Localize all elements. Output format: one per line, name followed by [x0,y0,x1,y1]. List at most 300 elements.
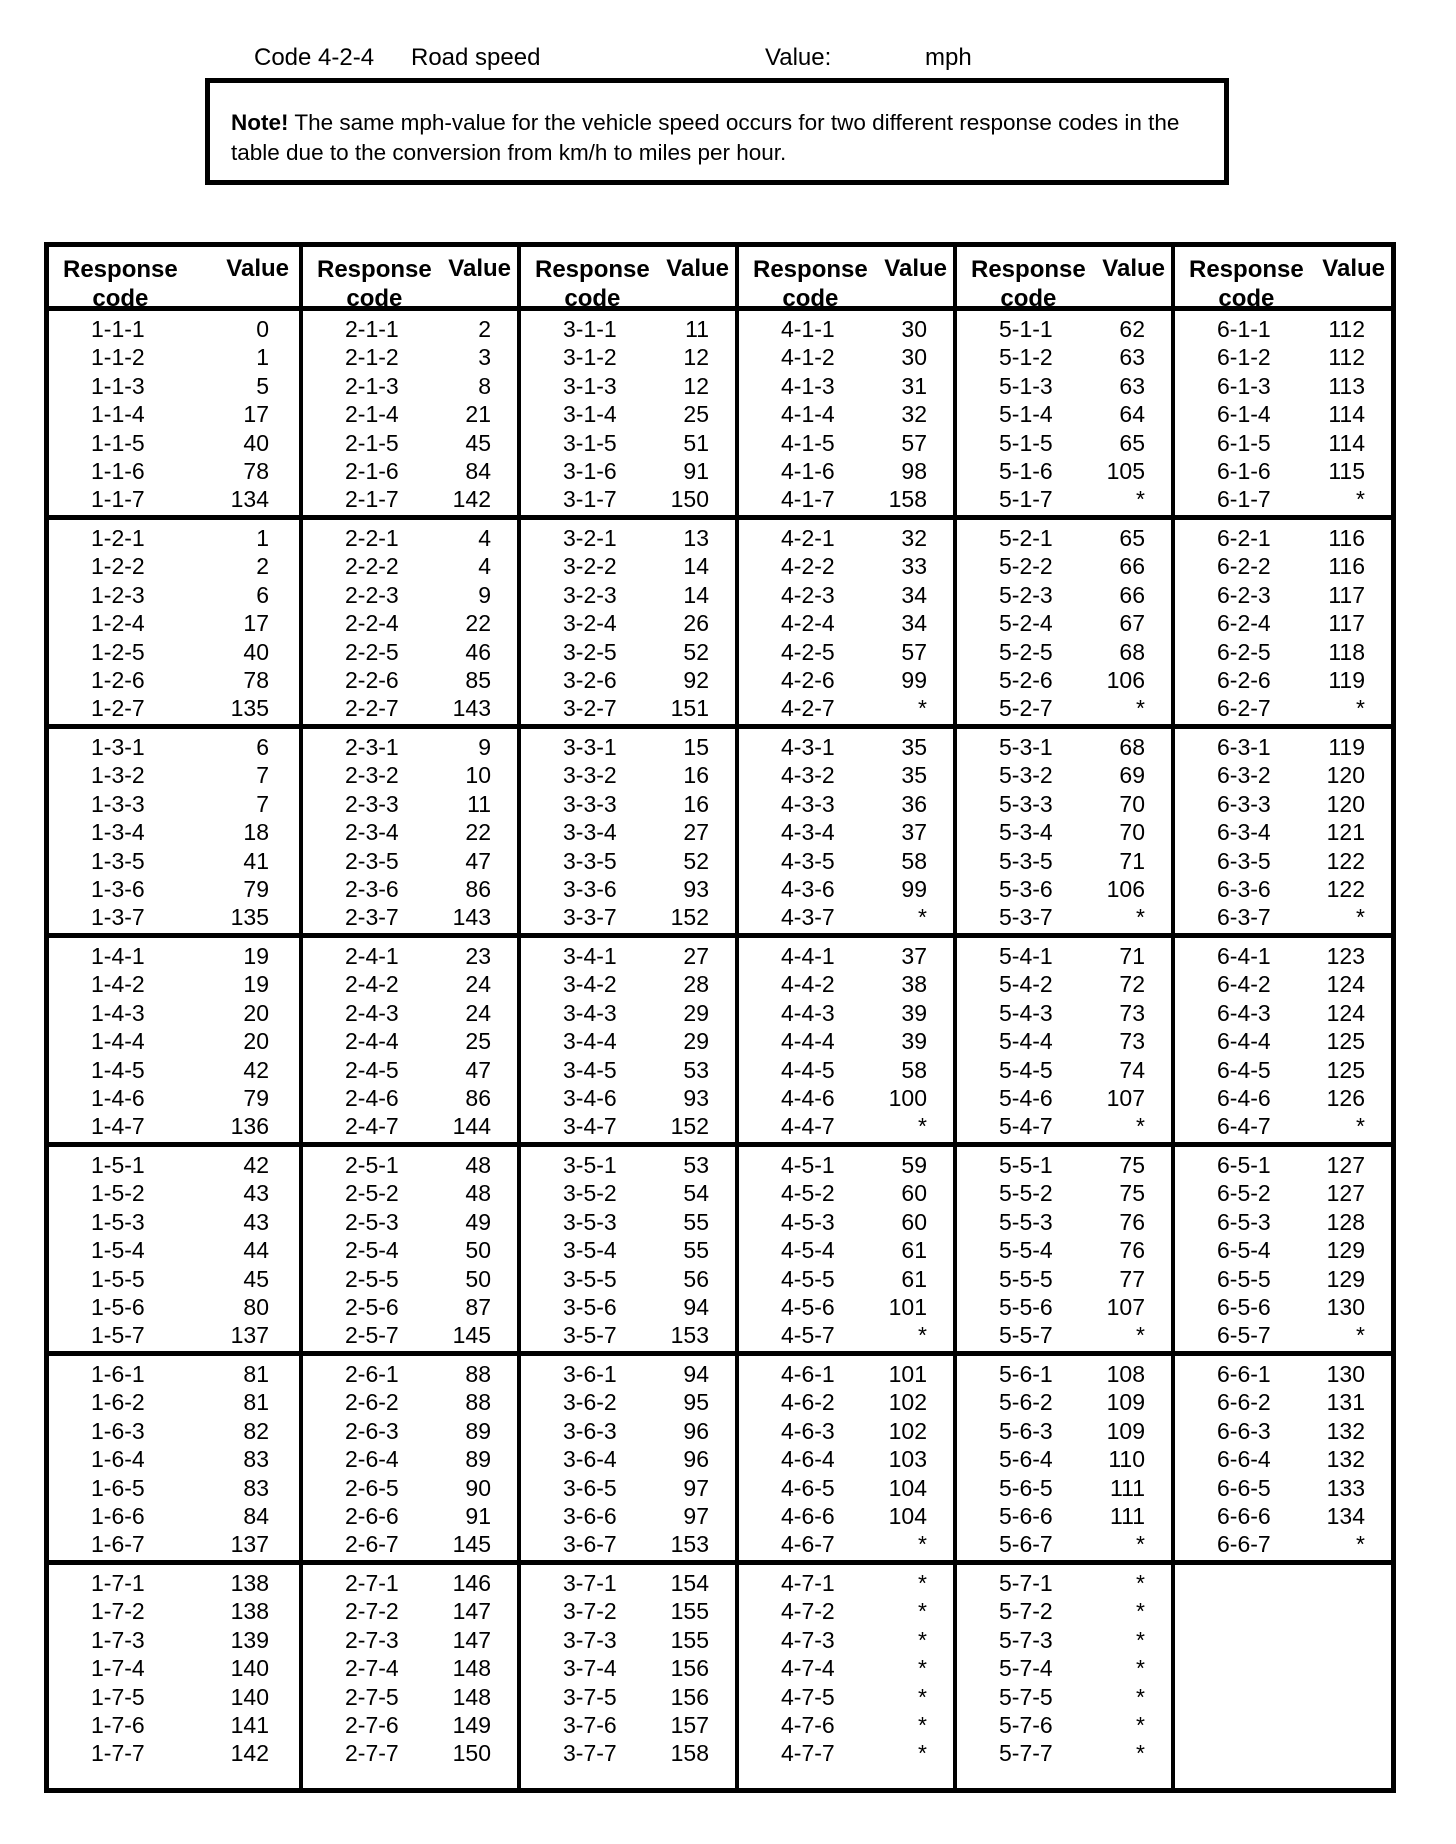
table-row [303,970,521,998]
response-code-cell: 6-1-6 [1217,457,1271,484]
table-block [957,311,1175,520]
response-code-cell: 2-2-5 [345,638,399,665]
value-cell: 107 [1106,1293,1145,1320]
response-code-cell: 5-5-2 [999,1180,1053,1207]
response-code-cell: 3-1-2 [563,344,617,371]
value-cell: 96 [683,1417,709,1444]
value-cell: 116 [1328,525,1365,551]
response-code-cell: 4-3-6 [781,875,835,902]
value-cell: 81 [243,1361,269,1387]
value-cell: 59 [901,1152,927,1178]
table-row [957,1569,1175,1597]
response-code-cell: 5-7-6 [999,1711,1053,1738]
value-cell: 97 [683,1474,709,1501]
response-code-cell: 4-2-4 [781,610,835,637]
table-row [49,790,299,818]
value-cell: * [1136,486,1145,513]
table-row [49,1151,299,1179]
value-header: Value [666,255,729,282]
value-cell: 100 [888,1084,927,1111]
response-code-cell: 6-3-1 [1217,734,1271,760]
response-code-cell: 2-3-3 [345,790,399,817]
value-cell: 127 [1326,1152,1365,1178]
value-cell: 91 [683,457,709,484]
table-row [957,372,1175,400]
response-code-header [971,255,1086,313]
table-block [739,729,957,938]
value-cell: 144 [452,1113,491,1140]
table-row [957,1056,1175,1084]
value-cell: * [1136,904,1145,931]
value-cell: 29 [683,1028,709,1055]
value-cell: * [1136,1683,1145,1710]
response-code-cell: 1-6-4 [91,1446,145,1473]
column-header [49,247,299,311]
table-row [957,1474,1175,1502]
table-row [1175,1208,1395,1236]
table-row [303,638,521,666]
value-cell: 88 [465,1361,491,1387]
response-code-cell: 6-4-1 [1217,943,1271,969]
note-label: Note! [231,110,289,135]
response-code-cell: 6-1-7 [1217,486,1271,513]
table-row [49,761,299,789]
value-cell: 44 [243,1237,269,1264]
value-cell: 120 [1326,790,1365,817]
table-block [49,938,299,1147]
response-code-cell: 3-7-6 [563,1711,617,1738]
response-code-cell: 3-2-4 [563,610,617,637]
response-code-cell: 6-6-5 [1217,1474,1271,1501]
response-code-cell: 5-4-7 [999,1113,1053,1140]
value-cell: 57 [901,638,927,665]
table-row [303,666,521,694]
table-column [49,247,299,1788]
value-cell: 101 [888,1361,927,1387]
response-code-cell: 2-5-1 [345,1152,399,1178]
response-code-cell: 2-4-1 [345,943,399,969]
table-row [303,581,521,609]
value-cell: 147 [452,1598,491,1625]
table-row [303,372,521,400]
value-cell: 53 [683,1056,709,1083]
response-code-cell: 3-1-7 [563,486,617,513]
value-cell: 132 [1326,1417,1365,1444]
table-row [303,429,521,457]
value-cell: * [1136,1113,1145,1140]
response-code-cell: 4-3-5 [781,847,835,874]
value-cell: 31 [901,372,927,399]
response-code-cell: 3-5-6 [563,1293,617,1320]
response-code-cell: 2-1-1 [345,316,399,342]
table-row [49,524,299,552]
value-cell: 15 [683,734,709,760]
value-cell: 4 [478,525,491,551]
value-cell: 90 [465,1474,491,1501]
table-row [49,818,299,846]
table-row [739,1179,957,1207]
value-cell: 140 [230,1683,269,1710]
table-row [49,694,299,722]
value-cell: 30 [901,344,927,371]
value-cell: 22 [465,610,491,637]
table-row [303,552,521,580]
table-row [957,999,1175,1027]
response-code-cell: 3-7-5 [563,1683,617,1710]
response-code-cell: 3-3-1 [563,734,617,760]
response-code-cell: 5-3-6 [999,875,1053,902]
response-code-cell: 2-3-1 [345,734,399,760]
value-cell: 38 [901,971,927,998]
table-row [303,1293,521,1321]
table-row [49,1293,299,1321]
table-row [739,1236,957,1264]
response-code-cell: 5-3-2 [999,762,1053,789]
table-row [303,1445,521,1473]
response-code-cell: 5-6-5 [999,1474,1053,1501]
table-row [521,970,739,998]
value-cell: * [1356,695,1365,722]
value-cell: 101 [888,1293,927,1320]
value-cell: 146 [452,1570,491,1596]
value-cell: 72 [1119,971,1145,998]
value-cell: 102 [888,1389,927,1416]
response-code-cell: 3-6-5 [563,1474,617,1501]
value-cell: 29 [683,999,709,1026]
value-cell: 129 [1326,1265,1365,1292]
table-row [303,875,521,903]
value-cell: 78 [243,457,269,484]
table-row [957,1112,1175,1140]
table-block [739,1565,957,1774]
response-code-cell: 3-7-4 [563,1655,617,1682]
table-row [739,875,957,903]
response-code-cell: 4-4-4 [781,1028,835,1055]
value-cell: 42 [243,1056,269,1083]
value-cell: * [918,1740,927,1767]
value-cell: 94 [683,1361,709,1387]
table-row [957,875,1175,903]
table-row [303,903,521,931]
note-box [205,78,1229,185]
response-code-cell: 4-7-1 [781,1570,835,1596]
response-code-cell: 6-1-2 [1217,344,1271,371]
value-cell: 11 [685,316,709,342]
value-cell: 43 [243,1180,269,1207]
value-cell: 68 [1119,638,1145,665]
value-cell: 126 [1326,1084,1365,1111]
response-code-cell: 5-1-2 [999,344,1053,371]
response-code-cell: 6-1-3 [1217,372,1271,399]
table-row [1175,429,1395,457]
table-row [521,1654,739,1682]
value-cell: 3 [478,344,491,371]
value-cell: 83 [243,1474,269,1501]
table-row [739,1293,957,1321]
response-code-header-line2: code [1000,285,1057,312]
value-cell: 73 [1119,1028,1145,1055]
table-row [957,903,1175,931]
response-code-cell: 2-2-3 [345,581,399,608]
value-cell: 92 [683,666,709,693]
table-row [739,638,957,666]
response-code-cell: 1-4-1 [91,943,145,969]
response-code-cell: 1-2-1 [91,525,145,551]
table-row [957,1293,1175,1321]
response-code-cell: 1-1-2 [91,344,145,371]
value-cell: 135 [230,695,269,722]
table-row [739,761,957,789]
value-cell: 109 [1106,1389,1145,1416]
value-cell: 134 [230,486,269,513]
response-code-cell: 3-4-4 [563,1028,617,1055]
response-code-cell: 4-7-3 [781,1626,835,1653]
table-row [957,429,1175,457]
response-code-cell: 3-5-4 [563,1237,617,1264]
table-row [303,1265,521,1293]
value-cell: 14 [683,553,709,580]
table-block [521,938,739,1147]
value-cell: 75 [1119,1180,1145,1207]
value-cell: 156 [670,1683,709,1710]
table-row [521,429,739,457]
value-cell: 39 [901,1028,927,1055]
response-code-cell: 2-4-6 [345,1084,399,1111]
value-cell: 7 [256,762,269,789]
response-code-cell: 6-3-7 [1217,904,1271,931]
value-cell: 76 [1119,1208,1145,1235]
table-row [1175,1445,1395,1473]
value-cell: 58 [901,1056,927,1083]
value-cell: 102 [888,1417,927,1444]
response-code-cell: 4-2-7 [781,695,835,722]
value-cell: 36 [901,790,927,817]
value-cell: * [918,1113,927,1140]
table-block [303,729,521,938]
value-cell: 80 [243,1293,269,1320]
response-code-cell: 3-5-3 [563,1208,617,1235]
table-row [1175,1151,1395,1179]
table-block [1175,729,1395,938]
value-cell: 94 [683,1293,709,1320]
value-cell: 27 [683,819,709,846]
response-code-cell: 2-7-7 [345,1740,399,1767]
value-cell: 111 [1110,1474,1145,1501]
response-code-cell: 4-2-6 [781,666,835,693]
value-cell: 6 [256,734,269,760]
table-row [957,457,1175,485]
table-row [303,847,521,875]
table-row [1175,1265,1395,1293]
response-code-cell: 4-4-5 [781,1056,835,1083]
table-row [49,875,299,903]
response-code-cell: 1-4-7 [91,1113,145,1140]
response-code-cell: 5-2-6 [999,666,1053,693]
table-row [49,1208,299,1236]
response-code-cell: 1-4-2 [91,971,145,998]
response-code-cell: 3-6-3 [563,1417,617,1444]
response-code-cell: 2-5-4 [345,1237,399,1264]
table-row [739,1360,957,1388]
response-code-cell: 3-2-1 [563,525,617,551]
table-row [739,1739,957,1767]
value-cell: * [918,1570,927,1596]
response-code-cell: 2-3-7 [345,904,399,931]
value-cell: 34 [901,610,927,637]
response-code-cell: 1-1-4 [91,401,145,428]
value-cell: 117 [1328,610,1365,637]
response-code-cell: 6-3-4 [1217,819,1271,846]
table-row [303,1388,521,1416]
table-row [49,400,299,428]
table-row [521,1417,739,1445]
response-code-cell: 4-5-3 [781,1208,835,1235]
response-code-cell: 5-2-7 [999,695,1053,722]
value-cell: 60 [901,1180,927,1207]
table-block [521,1147,739,1356]
response-code-cell: 1-2-4 [91,610,145,637]
response-code-cell: 3-6-6 [563,1502,617,1529]
table-row [739,1151,957,1179]
table-row [521,1502,739,1530]
table-row [957,1208,1175,1236]
table-row [957,1179,1175,1207]
value-cell: 50 [465,1265,491,1292]
response-code-cell: 4-6-2 [781,1389,835,1416]
value-cell: 64 [1119,401,1145,428]
value-cell: 22 [465,819,491,846]
response-code-cell: 6-2-2 [1217,553,1271,580]
value-cell: 85 [465,666,491,693]
code-label: Code 4-2-4 [254,44,375,71]
response-code-cell: 6-3-5 [1217,847,1271,874]
response-code-cell: 5-5-3 [999,1208,1053,1235]
value-cell: 1 [256,344,269,371]
table-block [303,311,521,520]
table-row [1175,485,1395,513]
response-code-cell: 2-6-1 [345,1361,399,1387]
response-code-cell: 1-5-7 [91,1322,145,1349]
response-code-cell: 4-1-7 [781,486,835,513]
value-cell: 78 [243,666,269,693]
response-code-cell: 3-2-6 [563,666,617,693]
value-cell: 27 [683,943,709,969]
table-row [303,1321,521,1349]
table-row [521,942,739,970]
table-row [521,1236,739,1264]
value-cell: 140 [230,1655,269,1682]
response-code-cell: 4-7-7 [781,1740,835,1767]
table-block [739,311,957,520]
value-cell: 4 [478,553,491,580]
value-cell: 81 [243,1389,269,1416]
response-code-cell: 1-3-4 [91,819,145,846]
table-row [957,847,1175,875]
table-block [739,520,957,729]
table-row [303,1027,521,1055]
value-header: Value [884,255,947,282]
response-code-cell: 3-7-7 [563,1740,617,1767]
table-row [521,372,739,400]
value-cell: * [918,1531,927,1558]
table-row [957,1502,1175,1530]
table-row [739,1265,957,1293]
table-block [49,1565,299,1774]
response-code-cell: 2-1-2 [345,344,399,371]
table-row [957,1321,1175,1349]
value-cell: 158 [670,1740,709,1767]
response-code-cell: 2-4-3 [345,999,399,1026]
table-row [1175,609,1395,637]
table-row [957,1597,1175,1625]
response-code-cell: 3-3-6 [563,875,617,902]
value-cell: 17 [243,401,269,428]
table-row [521,1027,739,1055]
value-cell: * [918,1655,927,1682]
value-cell: 106 [1106,666,1145,693]
value-cell: * [1356,486,1365,513]
table-row [303,1502,521,1530]
table-row [957,400,1175,428]
table-row [957,1445,1175,1473]
value-cell: 155 [670,1626,709,1653]
table-row [49,552,299,580]
response-code-header-line1: Response [1189,256,1304,283]
response-code-cell: 5-4-3 [999,999,1053,1026]
table-row [1175,1179,1395,1207]
value-cell: * [918,1322,927,1349]
code-title: Road speed [411,44,541,71]
value-cell: 135 [230,904,269,931]
table-row [1175,999,1395,1027]
response-code-cell: 3-7-1 [563,1570,617,1596]
value-cell: 18 [243,819,269,846]
response-code-cell: 6-5-5 [1217,1265,1271,1292]
table-row [303,400,521,428]
value-cell: 133 [1326,1474,1365,1501]
value-cell: 134 [1326,1502,1365,1529]
response-code-cell: 5-7-3 [999,1626,1053,1653]
value-cell: 63 [1119,344,1145,371]
table-block [957,1356,1175,1565]
table-row [521,1711,739,1739]
table-row [1175,761,1395,789]
table-row [521,1112,739,1140]
response-code-cell: 3-1-3 [563,372,617,399]
response-code-cell: 2-4-7 [345,1113,399,1140]
table-block [49,729,299,938]
response-code-cell: 4-4-2 [781,971,835,998]
value-cell: 114 [1328,401,1365,428]
table-row [49,638,299,666]
table-row [521,1084,739,1112]
value-header: Value [448,255,511,282]
response-code-cell: 2-5-7 [345,1322,399,1349]
unit-label: mph [925,44,972,71]
table-row [49,1056,299,1084]
table-row [521,666,739,694]
response-code-cell: 5-1-5 [999,429,1053,456]
value-cell: 75 [1119,1152,1145,1178]
value-cell: 88 [465,1389,491,1416]
table-row [303,1711,521,1739]
value-cell: 56 [683,1265,709,1292]
table-row [49,1597,299,1625]
table-row [303,1626,521,1654]
response-code-cell: 6-6-6 [1217,1502,1271,1529]
table-row [739,485,957,513]
value-cell: 37 [901,819,927,846]
